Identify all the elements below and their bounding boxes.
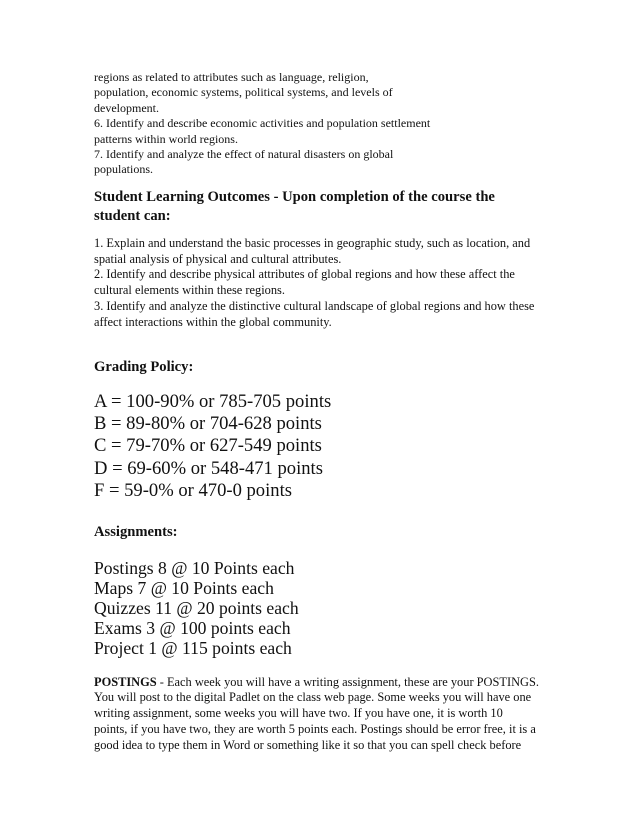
assignment-line: Project 1 @ 115 points each: [94, 637, 292, 658]
postings-first-line: - Each week you will have a writing assignment, these are your POSTINGS.: [156, 674, 539, 689]
grade-line: F = 59-0% or 470-0 points: [94, 480, 292, 502]
slo-line: 1. Explain and understand the basic processes in geographic study, such as location, and: [94, 235, 531, 250]
objectives-line: 7. Identify and analyze the effect of natural disasters on global: [94, 147, 394, 162]
grade-line: B = 89-80% or 704-628 points: [94, 413, 322, 435]
objectives-line: population, economic systems, political systems, and levels of: [94, 85, 393, 100]
slo-line: 2. Identify and describe physical attributes of global regions and how these affect the: [94, 267, 515, 282]
assignments-list: [94, 558, 564, 658]
slo-line: 3. Identify and analyze the distinctive cultural landscape of global regions and how these: [94, 299, 535, 314]
slo-line: affect interactions within the global community.: [94, 314, 332, 329]
postings-line: points, if you have two, they are worth 5 points each. Postings should be error free, it is a: [94, 722, 536, 737]
document-page: [94, 70, 564, 754]
grade-line: C = 79-70% or 627-549 points: [94, 435, 322, 457]
postings-paragraph: [94, 675, 564, 754]
postings-line: writing assignment, some weeks you will have two. If you have one, it is worth 10: [94, 706, 503, 721]
postings-line: [94, 675, 564, 691]
slo-line: spatial analysis of physical and cultural attributes.: [94, 251, 342, 266]
grade-line: A = 100-90% or 785-705 points: [94, 390, 332, 412]
grade-line: D = 69-60% or 548-471 points: [94, 457, 323, 479]
objectives-line: patterns within world regions.: [94, 131, 238, 146]
objectives-line: regions as related to attributes such as language, religion,: [94, 70, 369, 84]
objectives-line: development.: [94, 100, 159, 115]
assignments-heading: Assignments:: [94, 523, 178, 540]
assignment-line: Maps 7 @ 10 Points each: [94, 577, 274, 598]
grading-heading: Grading Policy:: [94, 358, 194, 375]
assignment-line: Exams 3 @ 100 points each: [94, 617, 291, 638]
postings-line: You will post to the digital Padlet on the class web page. Some weeks you will have one: [94, 690, 532, 705]
slo-list: [94, 236, 564, 331]
slo-line: cultural elements within these regions.: [94, 283, 285, 298]
assignment-line: Postings 8 @ 10 Points each: [94, 557, 295, 578]
objectives-continued: [94, 70, 564, 178]
grading-scale: [94, 391, 564, 503]
slo-heading: Student Learning Outcomes - Upon completion of the course the student can:: [94, 188, 495, 224]
postings-label: POSTINGS: [94, 674, 157, 689]
objectives-line: populations.: [94, 162, 153, 177]
assignment-line: Quizzes 11 @ 20 points each: [94, 597, 299, 618]
objectives-line: 6. Identify and describe economic activities and population settlement: [94, 116, 431, 131]
postings-line: good idea to type them in Word or something like it so that you can spell check before: [94, 737, 522, 752]
